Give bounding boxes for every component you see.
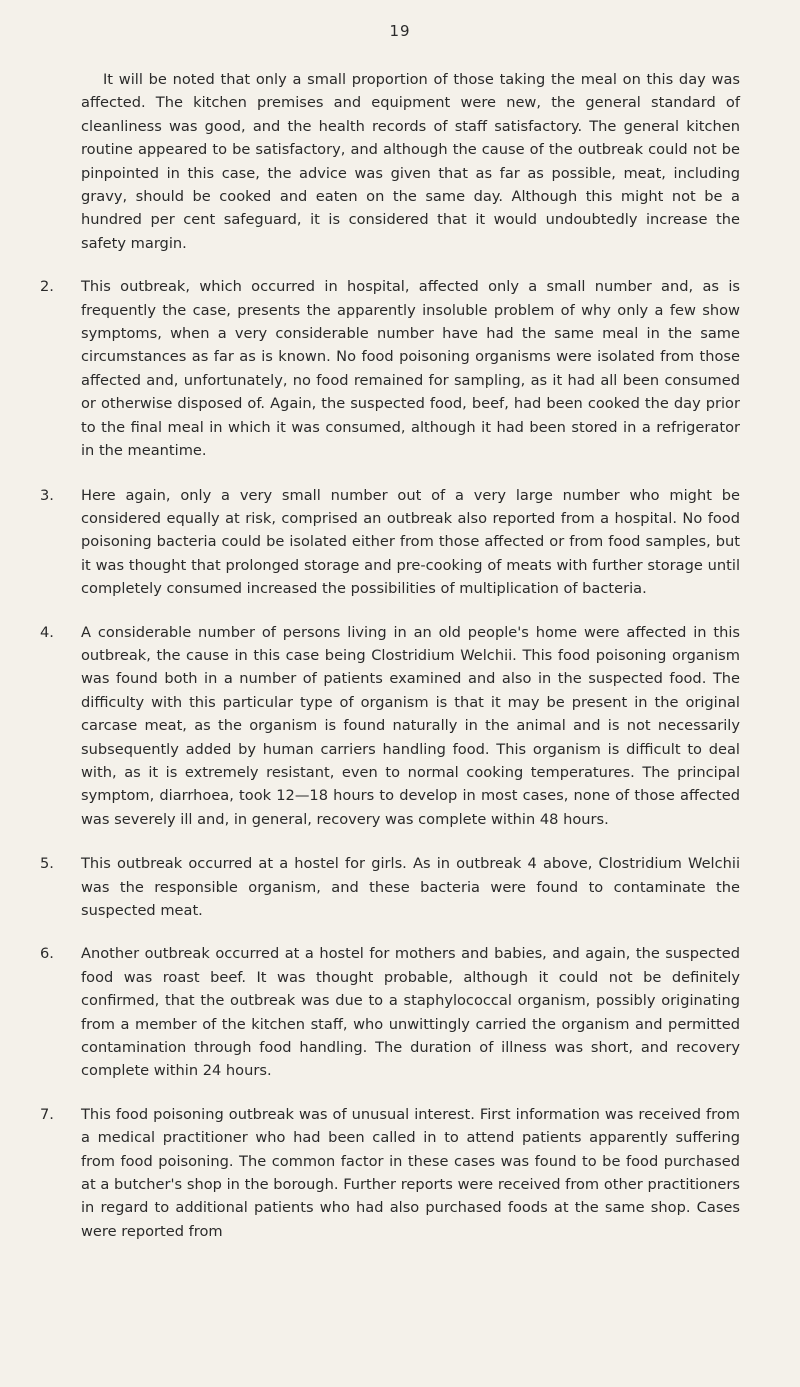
paragraph-text: Another outbreak occurred at a hostel for mothers and babies, and again, the suspected food was roast beef. It was thought probable, although it could not be definitely confirmed, that the outbreak was due to a staphylococcal organism, possibly originating from a member of the kitchen staff, who unwittingly carried the organism and permitted contamination through food handling. The duration of illness was short, and recovery complete within 24 hours. [81, 945, 740, 1080]
paragraph-5 [40, 852, 740, 922]
paragraph-text: This outbreak, which occurred in hospital, affected only a small number and, as is frequently the case, presents the apparently insoluble problem of why only a few show symptoms, when a very considerable number have had the same meal in the same circumstances as far as is known. No food poisoning organisms were isolated from those affected and, unfortunately, no food remained for sampling, as it had all been consumed or otherwise disposed of. Again, the suspected food, beef, had been cooked the day prior to the final meal in which it was consumed, although it had been stored in a refrigerator in the meantime. [81, 278, 740, 460]
intro-paragraph: It will be noted that only a small proportion of those taking the meal on this day was affected. The kitchen premises and equipment were new, the general standard of cleanliness was good, and the health records of staff satisfactory. The general kitchen routine appeared to be satisfactory, and although the cause of the outbreak could not be pinpointed in this case, the advice was given that as far as possible, meat, including gravy, should be cooked and eaten on the same day. Although this might not be a hundred per cent safeguard, it is considered that it would undoubtedly increase the safety margin. [81, 71, 740, 252]
paragraph-number: 3. [40, 486, 54, 504]
page-body [40, 68, 740, 1263]
paragraph-3 [40, 484, 740, 601]
paragraph-number: 7. [40, 1105, 54, 1123]
paragraph-6 [40, 942, 740, 1082]
paragraph-text: A considerable number of persons living in an old people's home were affected in this outbreak, the cause in this case being Clostridium Welchii. This food poisoning organism was found both in a number of patients examined and also in the suspected food. The difficulty with this particular type of organism is that it may be present in the original carcase meat, as the organism is found naturally in the animal and is not necessarily subsequently added by human carriers handling food. This organism is difficult to deal with, as it is extremely resistant, even to normal cooking temperatures. The principal symptom, diarrhoea, took 12—18 hours to develop in most cases, none of those affected was severely ill and, in general, recovery was complete within 48 hours. [81, 623, 740, 828]
paragraph-number: 2. [40, 278, 54, 296]
paragraph-number: 5. [40, 855, 54, 873]
paragraph-2 [40, 275, 740, 462]
paragraph-4 [40, 621, 740, 832]
paragraph-number: 6. [40, 945, 54, 963]
paragraph-text: Here again, only a very small number out of a very large number who might be considered equally at risk, comprised an outbreak also reported from a hospital. No food poisoning bacteria could be isolated either from those affected or from food samples, but it was thought that prolonged storage and pre-cooking of meats with further storage until completely consumed increased the possibilities of multiplication of bacteria. [81, 486, 740, 598]
paragraph-7 [40, 1103, 740, 1243]
paragraph-number: 4. [40, 623, 54, 641]
page-number: 19 [389, 22, 411, 40]
paragraph-text: This food poisoning outbreak was of unusual interest. First information was received from a medical practitioner who had been called in to attend patients apparently suffering from food poisoning. The common factor in these cases was found to be food purchased at a butcher's shop in the borough. Further reports were received from other practitioners in regard to additional patients who had also purchased foods at the same shop. Cases were reported from [81, 1105, 740, 1240]
paragraph-text: This outbreak occurred at a hostel for girls. As in outbreak 4 above, Clostridium Welchii was the responsible organism, and these bacteria were found to contaminate the suspected meat. [81, 855, 740, 919]
